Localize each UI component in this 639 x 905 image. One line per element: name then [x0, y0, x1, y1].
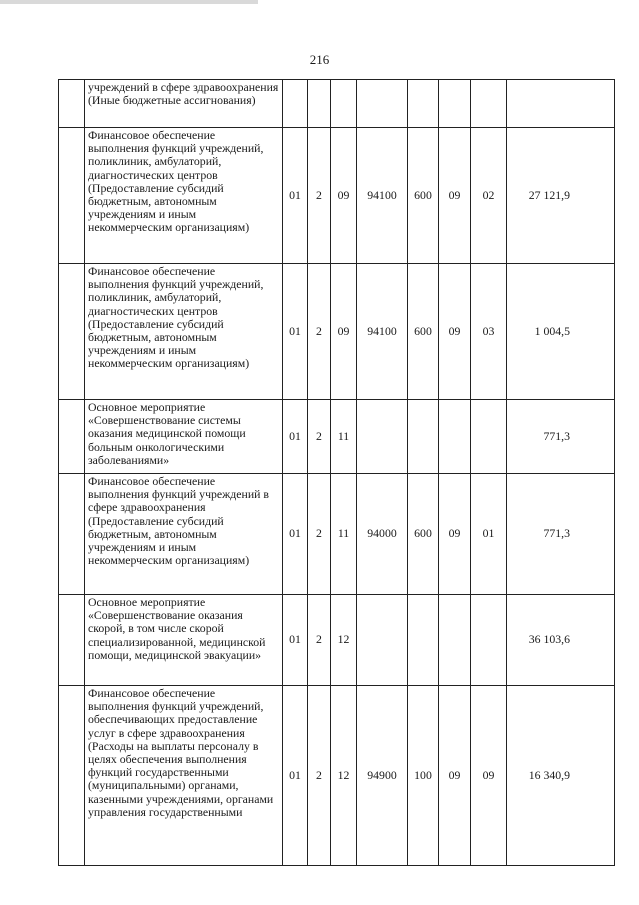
- event-code-cell: 12: [331, 686, 357, 866]
- direction-code-cell: 94100: [357, 128, 408, 264]
- section-cell: [439, 595, 471, 686]
- event-code-cell: 11: [331, 474, 357, 595]
- subprogram-code-cell: 2: [308, 128, 331, 264]
- event-code-cell: 09: [331, 264, 357, 400]
- description-cell: учреждений в сфере здравоохранения (Иные бюджетные ассигнования): [85, 80, 283, 128]
- description-cell: Финансовое обеспечение выполнения функций учреждений, поликлиник, амбулаторий, диагностических центров (Предоставление субсидий бюджетным, автономным учреждениям и иным некоммерческим организациям): [85, 264, 283, 400]
- direction-code-cell: [357, 400, 408, 474]
- section-cell: 09: [439, 264, 471, 400]
- expense-type-cell: [408, 595, 439, 686]
- scan-top-rule: [0, 0, 258, 4]
- expense-type-cell: [408, 400, 439, 474]
- amount-cell: 36 103,6: [507, 595, 615, 686]
- subsection-cell: [471, 400, 507, 474]
- amount-cell: 771,3: [507, 474, 615, 595]
- subsection-cell: [471, 80, 507, 128]
- description-cell: Финансовое обеспечение выполнения функций учреждений в сфере здравоохранения (Предоставление субсидий бюджетным, автономным учреждениям и иным некоммерческим организациям): [85, 474, 283, 595]
- expense-type-cell: 600: [408, 264, 439, 400]
- subprogram-code-cell: [308, 80, 331, 128]
- event-code-cell: 09: [331, 128, 357, 264]
- table-row: [59, 128, 615, 264]
- subprogram-code-cell: 2: [308, 595, 331, 686]
- expense-type-cell: 600: [408, 128, 439, 264]
- direction-code-cell: [357, 80, 408, 128]
- subprogram-code-cell: 2: [308, 264, 331, 400]
- subprogram-code-cell: 2: [308, 474, 331, 595]
- subsection-cell: 09: [471, 686, 507, 866]
- event-code-cell: 12: [331, 595, 357, 686]
- description-cell: Финансовое обеспечение выполнения функций учреждений, поликлиник, амбулаторий, диагностических центров (Предоставление субсидий бюджетным, автономным учреждениям и иным некоммерческим организациям): [85, 128, 283, 264]
- program-code-cell: [283, 80, 308, 128]
- index-cell: [59, 595, 85, 686]
- amount-cell: [507, 80, 615, 128]
- event-code-cell: [331, 80, 357, 128]
- description-cell: Основное мероприятие «Совершенствование оказания скорой, в том числе скорой специализированной, медицинской помощи, медицинской эвакуации»: [85, 595, 283, 686]
- direction-code-cell: 94000: [357, 474, 408, 595]
- subsection-cell: 02: [471, 128, 507, 264]
- amount-cell: 1 004,5: [507, 264, 615, 400]
- section-cell: [439, 80, 471, 128]
- description-cell: Финансовое обеспечение выполнения функций учреждений, обеспечивающих предоставление услуг в сфере здравоохранения (Расходы на выплаты персоналу в целях обеспечения выполнения функций государственными (муниципальными) органами, казенными учреждениями, органами управления государственными: [85, 686, 283, 866]
- description-cell: Основное мероприятие «Совершенствование системы оказания медицинской помощи больным онкологическими заболеваниями»: [85, 400, 283, 474]
- table-row: [59, 595, 615, 686]
- table-row: [59, 80, 615, 128]
- amount-cell: 771,3: [507, 400, 615, 474]
- page-number: 216: [309, 52, 330, 67]
- direction-code-cell: 94100: [357, 264, 408, 400]
- expense-type-cell: 100: [408, 686, 439, 866]
- table-row: [59, 474, 615, 595]
- index-cell: [59, 80, 85, 128]
- subprogram-code-cell: 2: [308, 400, 331, 474]
- index-cell: [59, 264, 85, 400]
- index-cell: [59, 686, 85, 866]
- program-code-cell: 01: [283, 264, 308, 400]
- expense-type-cell: 600: [408, 474, 439, 595]
- event-code-cell: 11: [331, 400, 357, 474]
- amount-cell: 16 340,9: [507, 686, 615, 866]
- index-cell: [59, 474, 85, 595]
- amount-cell: 27 121,9: [507, 128, 615, 264]
- expense-type-cell: [408, 80, 439, 128]
- subsection-cell: 01: [471, 474, 507, 595]
- subsection-cell: 03: [471, 264, 507, 400]
- section-cell: [439, 400, 471, 474]
- program-code-cell: 01: [283, 128, 308, 264]
- table-row: [59, 264, 615, 400]
- section-cell: 09: [439, 686, 471, 866]
- table-row: [59, 686, 615, 866]
- budget-table: [58, 79, 615, 866]
- index-cell: [59, 400, 85, 474]
- index-cell: [59, 128, 85, 264]
- table-row: [59, 400, 615, 474]
- program-code-cell: 01: [283, 400, 308, 474]
- subsection-cell: [471, 595, 507, 686]
- program-code-cell: 01: [283, 474, 308, 595]
- section-cell: 09: [439, 128, 471, 264]
- section-cell: 09: [439, 474, 471, 595]
- program-code-cell: 01: [283, 686, 308, 866]
- subprogram-code-cell: 2: [308, 686, 331, 866]
- direction-code-cell: [357, 595, 408, 686]
- direction-code-cell: 94900: [357, 686, 408, 866]
- program-code-cell: 01: [283, 595, 308, 686]
